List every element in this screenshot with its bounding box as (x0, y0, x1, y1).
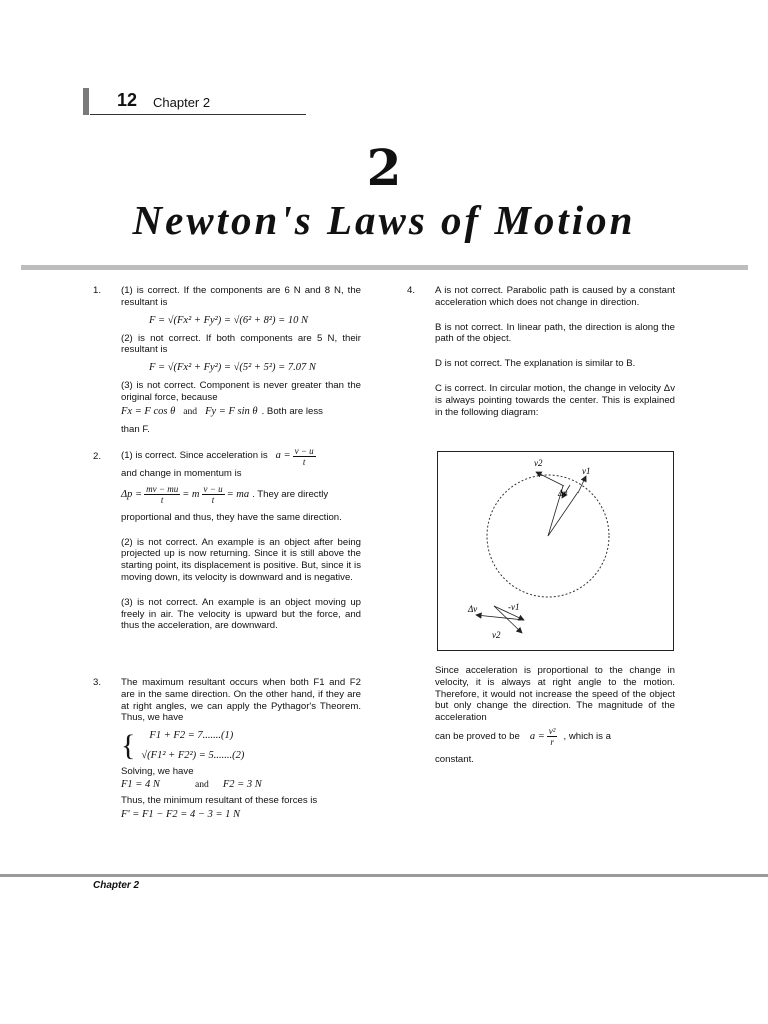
q3-p1: The maximum resultant occurs when both F1 and F2 are in the same direction. On the other hand, if they are at right angles, we can apply the Pythagor's Theorem. Thus, we have (121, 677, 361, 724)
q1-eq3a: Fx = F cos θ (121, 405, 176, 417)
q3-number: 3. (93, 677, 102, 688)
v1-arrow (578, 476, 586, 493)
q4-accel-row (435, 724, 675, 750)
q1-answer (121, 285, 361, 436)
q1-eq3-row (121, 404, 361, 420)
q2-line1 (121, 444, 361, 468)
q2-a-eq: a = (275, 450, 291, 462)
q1-number: 1. (93, 285, 102, 296)
q2-dp-rhs: = ma (226, 488, 250, 500)
q2-dp-frac1 (144, 484, 180, 505)
label-v2-bottom: v2 (492, 630, 501, 640)
title-rule (21, 265, 748, 270)
q3-system (121, 726, 361, 766)
label-dv-bottom: Δv (468, 604, 478, 614)
q2-p2: (2) is not correct. An example is an object after being projected up is now returning. Since it is still above the starting point, its displacement is positive. But, since it is moving down, its velocity is downward and is negative. (121, 536, 361, 583)
q2-dp-d1: t (160, 495, 164, 506)
header-rule (90, 114, 306, 115)
q2-a-den: t (302, 456, 306, 467)
q4-pA: A is not correct. Parabolic path is caused by a constant acceleration which does not change in direction. (435, 285, 675, 308)
q4-number: 4. (407, 285, 416, 296)
q4-pC: C is correct. In circular motion, the change in velocity Δv is always pointing towards the center. This is explained in the following diagram: (435, 382, 675, 418)
label-v2: v2 (534, 458, 543, 468)
q2-number: 2. (93, 451, 102, 462)
q4-pB: B is not correct. In linear path, the direction is along the path of the object. (435, 321, 675, 345)
circular-motion-diagram (437, 451, 674, 651)
q3-p2: Thus, the minimum resultant of these forces is (121, 794, 318, 806)
label-dv: Δv (558, 488, 568, 498)
q4-a-num: v² (548, 726, 556, 737)
label-neg-v1: -v1 (508, 602, 520, 612)
q2-a-num: v − u (294, 445, 314, 456)
q1-p2: (2) is not correct. If both components are 5 N, their resultant is (121, 332, 361, 356)
radius-line-2 (548, 492, 578, 536)
q3-eq2: √(F1² + F2²) = 5.......(2) (141, 750, 245, 762)
q4-pF2: , which is a (563, 731, 611, 743)
label-v1: v1 (582, 466, 591, 476)
q4-a-den: r (550, 737, 554, 748)
q2-dp-n2: v − u (203, 484, 223, 495)
q1-p3b: . Both are less (261, 405, 323, 417)
q3-final: F' = F1 − F2 = 4 − 3 = 1 N (121, 808, 241, 820)
q1-eq3b: Fy = F sin θ (205, 405, 258, 417)
footer-rule (0, 874, 768, 877)
header-bar (83, 88, 89, 115)
q2-dp-mid: = m (182, 488, 200, 500)
q1-eq2: F = √(Fx² + Fy²) = √(5² + 5²) = 7.07 N (149, 362, 316, 374)
q2-momentum-row (121, 480, 361, 510)
q1-p3c: than F. (121, 423, 150, 435)
q2-dp-frac2 (202, 484, 225, 505)
q2-p1d: proportional and thus, they have the same direction. (121, 511, 342, 523)
q3-brace: { (121, 729, 136, 763)
q2-dp-n1: mv − mu (146, 484, 179, 495)
q4-pD: D is not correct. The explanation is similar to B. (435, 358, 636, 370)
q2-p1c: . They are directly (252, 488, 329, 500)
q2-dp-d2: t (211, 495, 215, 506)
q4-pF: can be proved to be (435, 731, 520, 743)
q3-eq1: F1 + F2 = 7.......(1) (149, 730, 234, 742)
q1-eq1: F = √(Fx² + Fy²) = √(6² + 8²) = 10 N (149, 314, 308, 326)
q2-p1: (1) is correct. Since acceleration is (121, 450, 268, 462)
q2-answer (121, 444, 361, 632)
q2-p3: (3) is not correct. An example is an object moving up freely in air. The velocity is upward but the force, and thus the acceleration, are downward. (121, 596, 361, 632)
q3-f2: F2 = 3 N (222, 779, 262, 791)
q2-p1b: and change in momentum is (121, 468, 242, 479)
q4-answer (435, 285, 675, 418)
q4-a-frac (547, 726, 558, 747)
q1-and: and (183, 405, 198, 417)
q4-continued (435, 665, 675, 766)
diagram-svg (438, 452, 673, 650)
q4-pG: constant. (435, 753, 474, 765)
q3-solving: Solving, we have (121, 766, 194, 778)
q3-values (121, 778, 361, 792)
chapter-number: 2 (366, 138, 402, 197)
q1-p3: (3) is not correct. Component is never greater than the original force, because (121, 380, 361, 403)
chapter-title: Newton's Laws of Motion (132, 197, 636, 243)
q3-f1: F1 = 4 N (121, 779, 160, 791)
q3-and: and (195, 779, 209, 791)
q3-answer (121, 677, 361, 823)
q4-a-lhs: a = (529, 731, 545, 743)
q2-a-frac (293, 446, 316, 467)
q2-dp-lhs: Δp = (121, 488, 143, 500)
page-number: 12 (117, 90, 138, 110)
chapter-label: Chapter 2 (153, 95, 211, 110)
dv-arrow-bottom (476, 615, 524, 620)
footer-chapter: Chapter 2 (93, 880, 140, 891)
q1-p1: (1) is correct. If the components are 6 N and 8 N, the resultant is (121, 285, 361, 308)
v2-arrow (536, 472, 564, 486)
q4-pE: Since acceleration is proportional to the change in velocity, it is always at right angle to the motion. Therefore, it would not increase the speed of the object but only change the direction. The magnitude of the acceleration (435, 665, 675, 724)
